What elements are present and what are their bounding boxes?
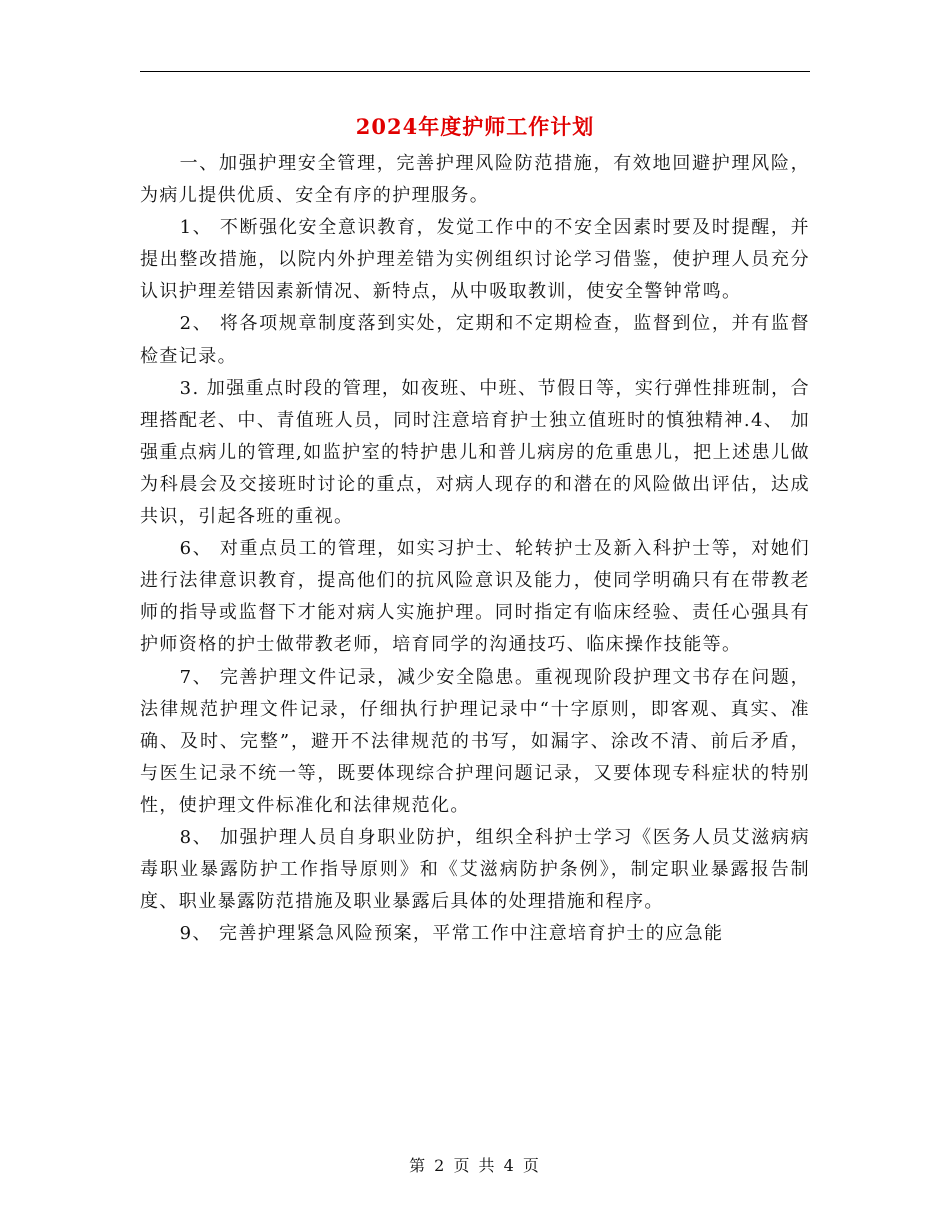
paragraph: 9、 完善护理紧急风险预案，平常工作中注意培育护士的应急能 [179, 923, 724, 945]
page-footer: 第 2 页 共 4 页 [409, 1156, 541, 1175]
header-rule [140, 71, 810, 72]
paragraph: 一、加强护理安全管理，完善护理风险防范措施，有效地回避护理风险，为病儿提供优质、安全有序的护理服务。 [140, 153, 810, 207]
paragraph: 2、 将各项规章制度落到实处，定期和不定期检查，监督到位，并有监督检查记录。 [140, 313, 810, 367]
paragraph: 7、 完善护理文件记录，减少安全隐患。重视现阶段护理文书存在问题，法律规范护理文件记录，仔细执行护理记录中“十字原则，即客观、真实、准确、及时、完整”，避开不法律规范的书写，如漏字、涂改不清、前后矛盾，与医生记录不统一等，既要体现综合护理问题记录，又要体现专科症状的特别性，使护理文件标准化和法律规范化。 [140, 666, 810, 816]
document-body [140, 148, 810, 950]
paragraph: 8、 加强护理人员自身职业防护，组织全科护士学习《医务人员艾滋病病毒职业暴露防护工作指导原则》和《艾滋病防护条例》，制定职业暴露报告制度、职业暴露防范措施及职业暴露后具体的处理措施和程序。 [140, 826, 810, 913]
paragraph: 1、 不断强化安全意识教育，发觉工作中的不安全因素时要及时提醒，并提出整改措施，以院内外护理差错为实例组织讨论学习借鉴，使护理人员充分认识护理差错因素新情况、新特点，从中吸取教训，使安全警钟常鸣。 [140, 217, 810, 303]
paragraph: 3. 加强重点时段的管理，如夜班、中班、节假日等，实行弹性排班制，合理搭配老、中、青值班人员，同时注意培育护士独立值班时的慎独精神.4、 加强重点病儿的管理,如监护室的特护患儿和普儿病房的危重患儿，把上述患儿做为科晨会及交接班时讨论的重点，对病人现存的和潜在的风险做出评估，达成共识，引起各班的重视。 [140, 377, 810, 528]
paragraph: 6、 对重点员工的管理，如实习护士、轮转护士及新入科护士等，对她们进行法律意识教育，提高他们的抗风险意识及能力，使同学明确只有在带教老师的指导或监督下才能对病人实施护理。同时指定有临床经验、责任心强具有护师资格的护士做带教老师，培育同学的沟通技巧、临床操作技能等。 [140, 538, 810, 656]
document-title: 2024年度护师工作计划 [355, 114, 595, 139]
